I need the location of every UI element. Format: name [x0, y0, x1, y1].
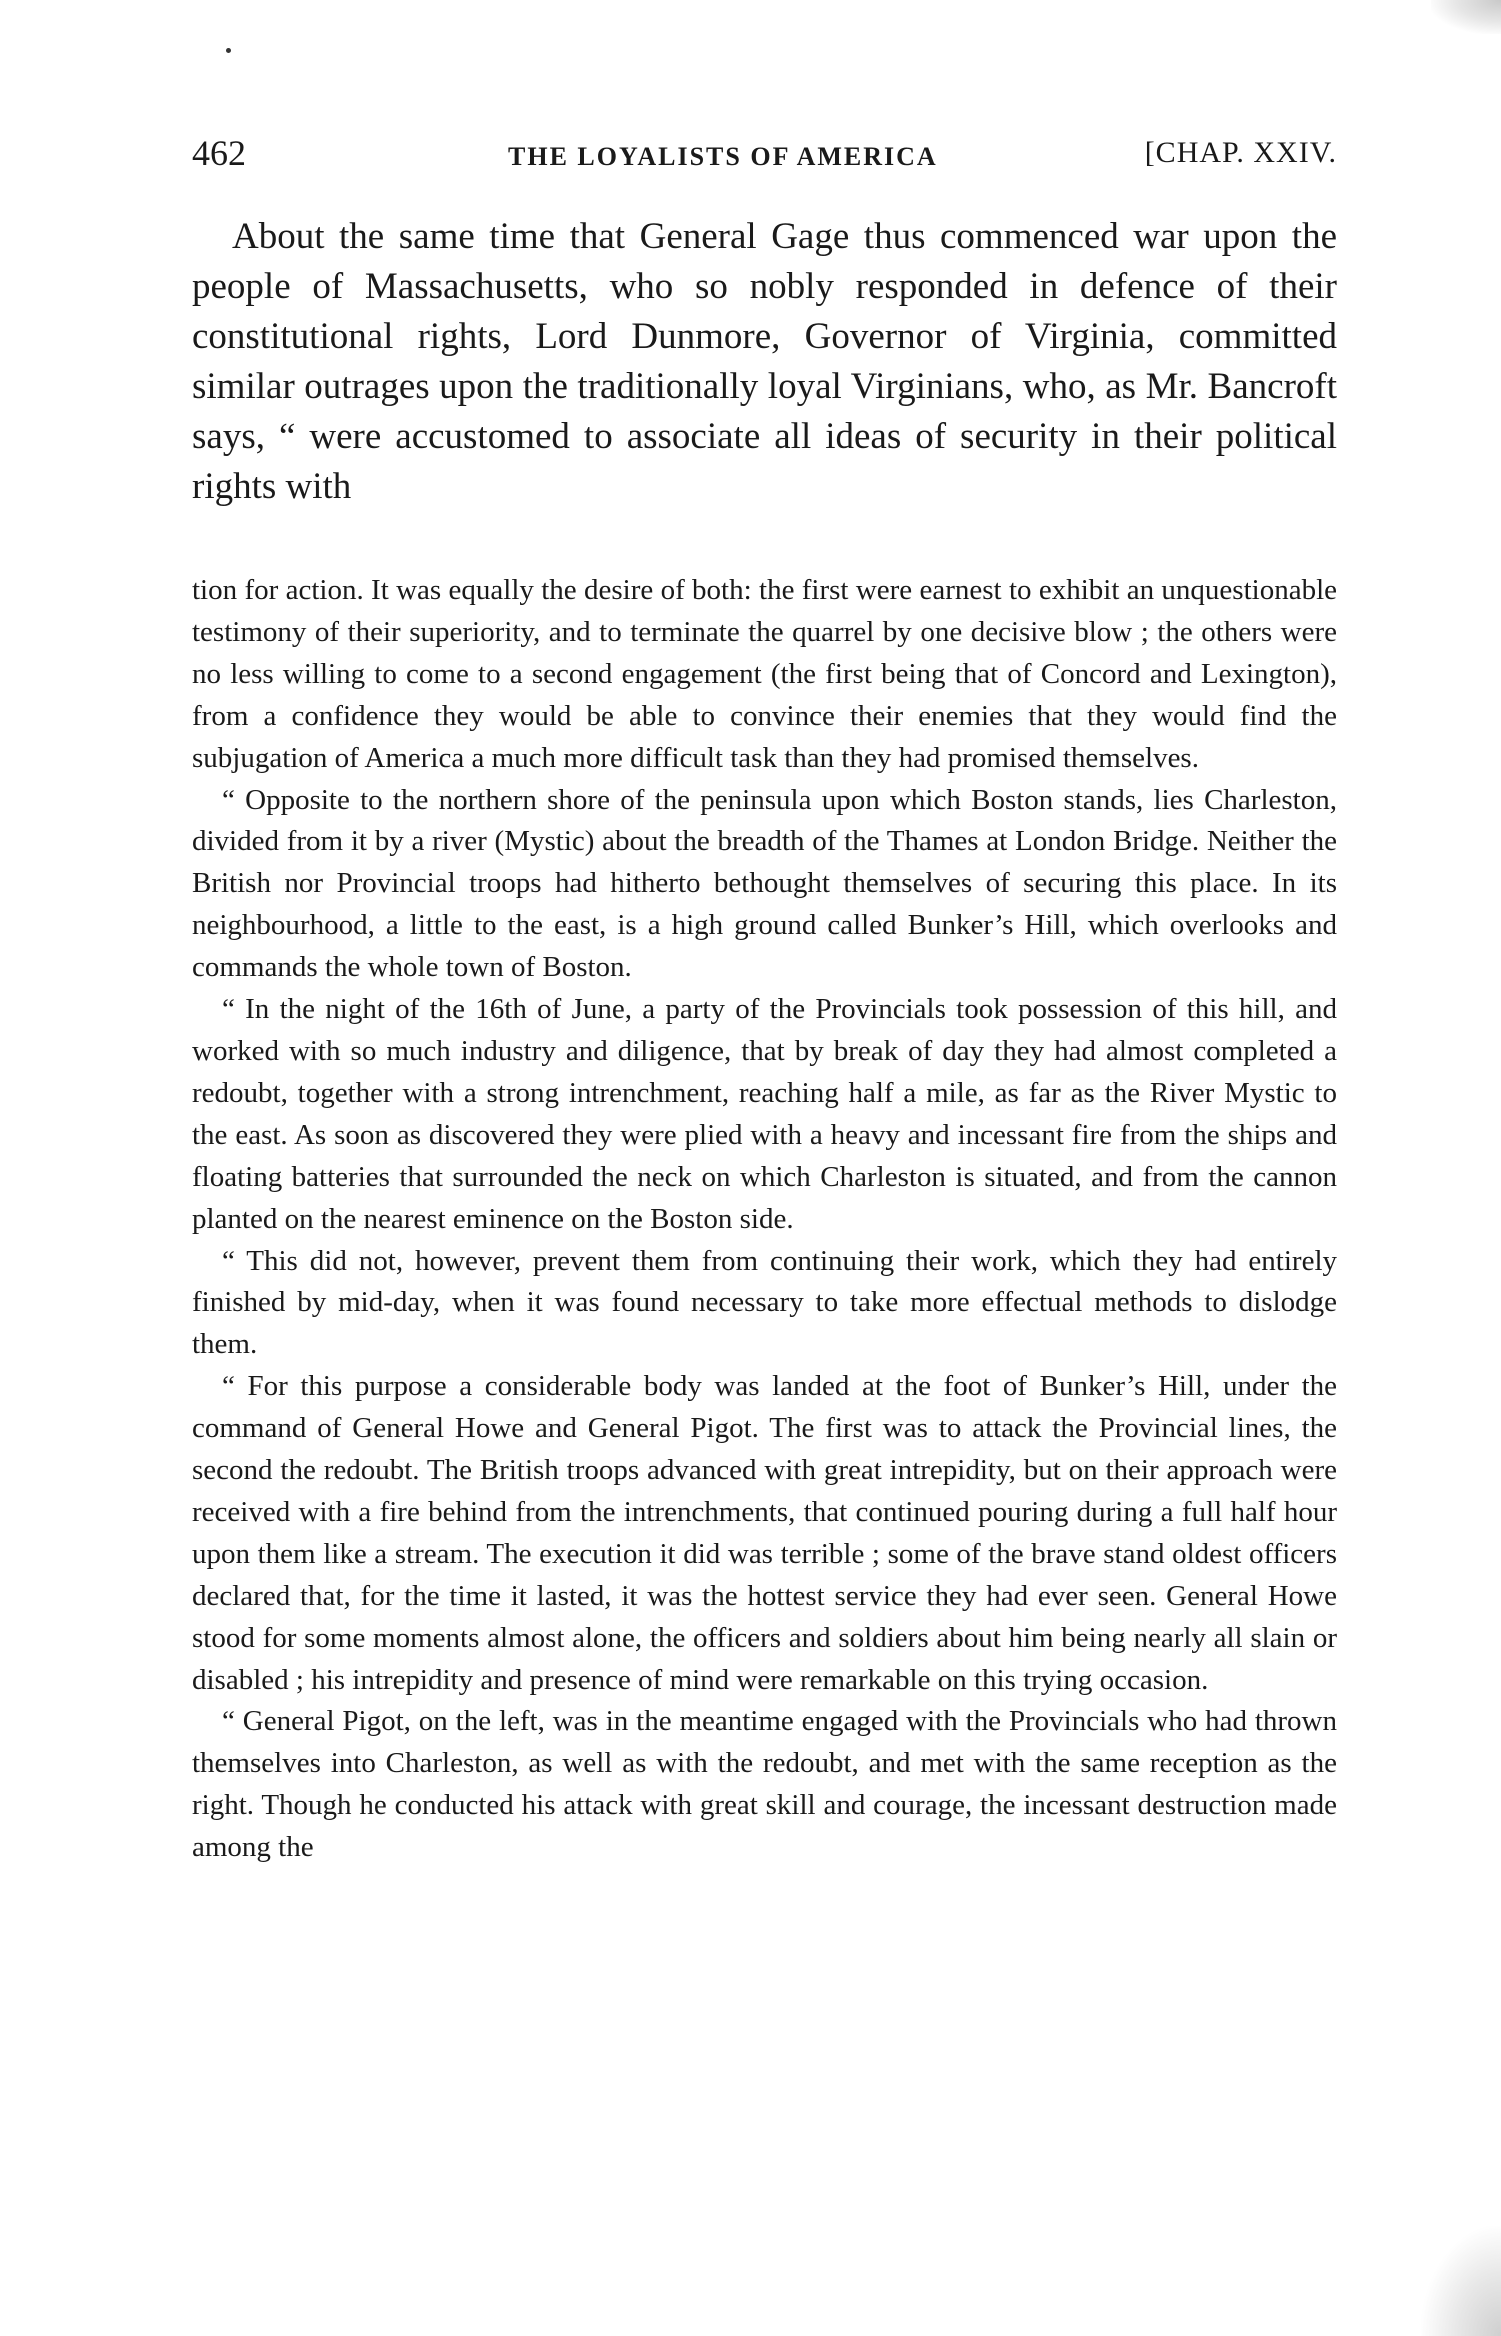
ink-speck [226, 48, 231, 53]
extract-paragraph: “ Opposite to the northern shore of the peninsula upon which Boston stands, lies Charleston, divided from it by a river (Mystic) about the breadth of the Thames at London Bridge. Neither the British nor Provincial troops had hitherto bethought themselves of securing this place. In its neighbourhood, a little to the east, is a high ground called Bunker’s Hill, which overlooks and commands the whole town of Boston. [192, 783, 1337, 984]
page-smudge-bottom [1421, 2226, 1501, 2336]
extract-paragraph: “ General Pigot, on the left, was in the meantime engaged with the Provincials who had thrown themselves into Charleston, as well as with the redoubt, and met with the same reception as the right. Though he conducted his attack with great skill and courage, the incessant destruction made among the [192, 1705, 1337, 1864]
extract-paragraph: “ For this purpose a considerable body was landed at the foot of Bunker’s Hill, under the command of General Howe and General Pigot. The first was to attack the Provincial lines, the second the redoubt. The British troops advanced with great intrepidity, but on their approach were received with a fire behind from the intrenchments, that continued pouring during a full half hour upon them like a stream. The execution it did was terrible ; some of the brave stand oldest officers declared that, for the time it lasted, it was the hottest service they had ever seen. General Howe stood for some moments almost alone, the officers and soldiers about him being nearly all slain or disabled ; his intrepidity and presence of mind were remarkable on this trying occasion. [192, 1370, 1337, 1696]
page-header [192, 132, 1337, 182]
main-text [192, 212, 1337, 512]
running-title: THE LOYALISTS OF AMERICA [508, 142, 938, 171]
page-smudge-top [1431, 0, 1501, 34]
page-number: 462 [192, 133, 246, 173]
extract-paragraph: “ In the night of the 16th of June, a party of the Provincials took possession of this hill, and worked with so much industry and diligence, that by break of day they had almost completed a redoubt, together with a strong intrenchment, reaching half a mile, as far as the River Mystic to the east. As soon as discovered they were plied with a heavy and incessant fire from the ships and floating batteries that surrounded the neck on which Charleston is situated, and from the cannon planted on the nearest eminence on the Boston side. [192, 993, 1337, 1235]
extract-paragraph: tion for action. It was equally the desire of both: the first were earnest to exhibit an unquestionable testimony of their superiority, and to terminate the quarrel by one decisive blow ; the others were no less willing to come to a second engagement (the first being that of Concord and Lexington), from a confidence they would be able to convince their enemies that they would find the subjugation of America a much more difficult task than they had promised themselves. [192, 574, 1337, 774]
extract-paragraph: “ This did not, however, prevent them from continuing their work, which they had entirely finished by mid-day, when it was found necessary to take more effectual methods to dislodge them. [192, 1244, 1337, 1361]
chapter-label: [CHAP. XXIV. [1144, 136, 1337, 169]
main-paragraph: About the same time that General Gage thus commenced war upon the people of Massachusetts, who so nobly responded in defence of their constitutional rights, Lord Dunmore, Governor of Virginia, committed similar outrages upon the traditionally loyal Virginians, who, as Mr. Bancroft says, “ were accustomed to associate all ideas of security in their political rights with [192, 216, 1337, 507]
quoted-extract [192, 570, 1337, 1869]
